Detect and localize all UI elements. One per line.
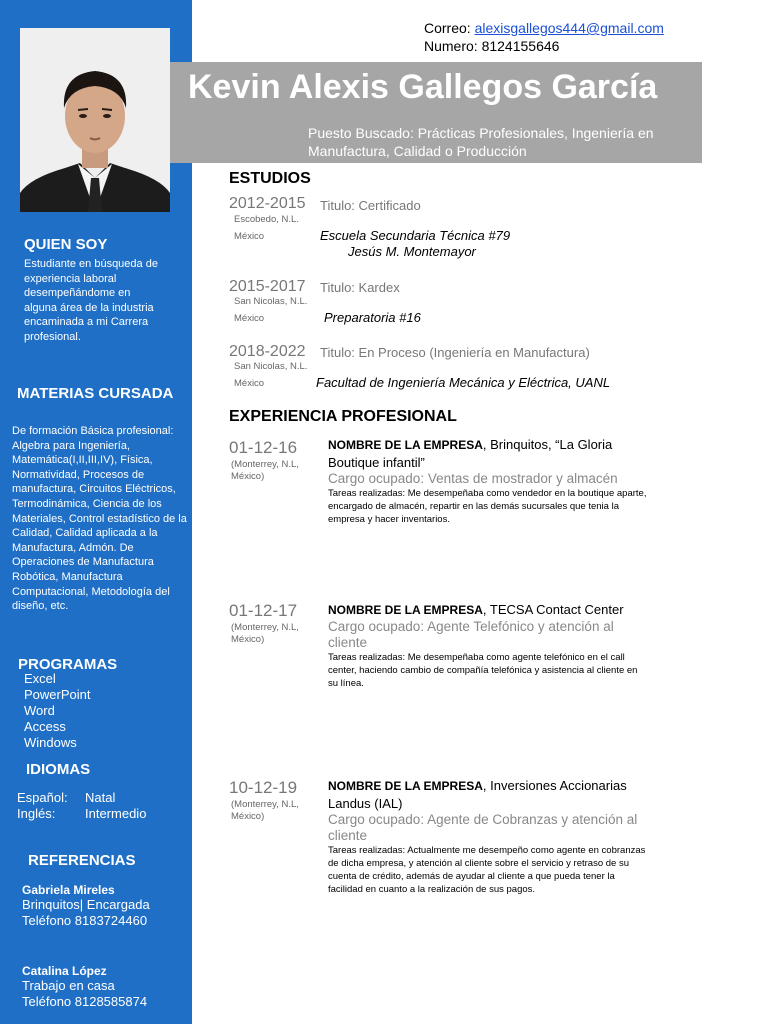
- estudio-loc: San Nicolas, N.L.: [234, 361, 308, 372]
- estudio-country: México: [234, 378, 265, 389]
- estudio-school: Escuela Secundaria Técnica #79: [320, 228, 511, 243]
- experiencia-cargo: Cargo ocupado: Ventas de mostrador y almacén: [328, 471, 618, 486]
- programa-item: Access: [24, 719, 66, 734]
- estudio-titulo: Titulo: Kardex: [320, 280, 400, 295]
- email-line: [424, 20, 664, 36]
- referencia-phone: Teléfono 8128585874: [22, 994, 148, 1009]
- experiencia-date: 10-12-19: [229, 778, 298, 797]
- referencias-heading: REFERENCIAS: [28, 852, 136, 869]
- idioma-row: [17, 790, 187, 806]
- experiencia-cargo: Cargo ocupado: Agente Telefónico y atención al cliente: [328, 619, 614, 650]
- estudio-school: Facultad de Ingeniería Mecánica y Eléctrica, UANL: [316, 375, 611, 390]
- estudio-titulo: Titulo: Certificado: [320, 198, 421, 213]
- estudio-years: 2015-2017: [229, 278, 306, 295]
- experiencia-loc: (Monterrey, N.L, México): [231, 622, 299, 645]
- experiencia-date: 01-12-16: [229, 438, 298, 457]
- company-label: NOMBRE DE LA EMPRESA: [328, 438, 483, 452]
- puesto-buscado: Puesto Buscado: Prácticas Profesionales, Ingeniería en Manufactura, Calidad o Producción: [308, 125, 654, 159]
- idiomas-heading: IDIOMAS: [26, 761, 91, 778]
- experiencia-company: [328, 436, 650, 471]
- quien-soy-heading: QUIEN SOY: [24, 236, 108, 253]
- referencia-2: [22, 964, 147, 1010]
- company-label: NOMBRE DE LA EMPRESA: [328, 779, 483, 793]
- experiencia-body: [328, 601, 650, 690]
- materias-text: De formación Básica profesional: Algebra para Ingeniería, Matemática(I,II,III,IV), Física, Normatividad, Procesos de manufactura, Circuitos Eléctricos, Termodinámica, Ciencia de los Materiales, Control estadístico de la Calidad, Calidad aplicada a la Manufactura, Admón. De Operaciones de Manufactura Robótica, Manufactura Computacional, Metodología del diseño, etc.: [12, 425, 187, 613]
- experiencia-tareas: Tareas realizadas: Actualmente me desempeño como agente en cobranzas de dicha empresa, y atención al cliente sobre el servicio y retraso de su cuenta de crédito, además de ayudar al cliente a que pueda tener la facilidad en cuanto a la realización de sus pagos.: [328, 845, 646, 895]
- quien-soy-text: Estudiante en búsqueda de experiencia laboral desempeñándome en alguna área de la industria encaminada a mi Carrera profesional.: [24, 258, 158, 343]
- person-photo-icon: [20, 28, 170, 212]
- referencia-company: Trabajo en casa: [22, 978, 115, 993]
- estudio-loc: Escobedo, N.L.: [234, 214, 299, 225]
- experiencia-company: [328, 601, 650, 619]
- experiencia-date: 01-12-17: [229, 601, 298, 620]
- estudios-heading: ESTUDIOS: [229, 170, 311, 187]
- programa-item: Excel: [24, 671, 56, 686]
- referencia-name: Catalina López: [22, 964, 107, 978]
- programas-heading: PROGRAMAS: [18, 656, 118, 673]
- experiencia-body: [328, 777, 650, 896]
- estudio-titulo: Titulo: En Proceso (Ingeniería en Manufactura): [320, 345, 590, 360]
- programa-item: Windows: [24, 735, 77, 750]
- experiencia-loc: (Monterrey, N.L, México): [231, 459, 299, 482]
- experiencia-body: [328, 436, 650, 526]
- materias-heading: MATERIAS CURSADA: [17, 385, 174, 402]
- experiencia-tareas: Tareas realizadas: Me desempeñaba como vendedor en la boutique aparte, encargado de almacén, repartir en las demás sucursales que tenia la empresa y hacer inventarios.: [328, 488, 647, 525]
- idioma-lang: Español:: [17, 790, 68, 805]
- estudio-loc: San Nicolas, N.L.: [234, 296, 308, 307]
- phone-line: [424, 38, 559, 54]
- phone-number: 8124155646: [481, 38, 560, 54]
- programa-item: Word: [24, 703, 55, 718]
- idioma-level: Natal: [85, 790, 116, 805]
- phone-label: Numero:: [424, 38, 478, 54]
- experiencia-heading: EXPERIENCIA PROFESIONAL: [229, 408, 457, 425]
- full-name: Kevin Alexis Gallegos García: [188, 68, 658, 106]
- experiencia-loc: (Monterrey, N.L, México): [231, 799, 299, 822]
- programa-item: PowerPoint: [24, 687, 91, 702]
- idioma-lang: Inglés:: [17, 806, 56, 821]
- idiomas-list: [17, 790, 187, 822]
- estudio-country: México: [234, 231, 265, 242]
- experiencia-company: [328, 777, 650, 812]
- estudio-school: Preparatoria #16: [324, 310, 421, 325]
- programas-list: [24, 671, 90, 751]
- company-name: , Inversiones Accionarias Landus (IAL): [328, 778, 627, 811]
- sidebar: [0, 0, 192, 1024]
- company-name: , TECSA Contact Center: [482, 602, 624, 617]
- experiencia-cargo: Cargo ocupado: Agente de Cobranzas y atención al cliente: [328, 812, 638, 843]
- company-label: NOMBRE DE LA EMPRESA: [328, 603, 483, 617]
- profile-photo: [20, 28, 170, 212]
- referencia-name: Gabriela Mireles: [22, 883, 115, 897]
- experiencia-tareas: Tareas realizadas: Me desempeñaba como agente telefónico en el call center, haciendo cambio de compañía telefónica y asistencia al cliente en su línea.: [328, 652, 638, 689]
- email-label: Correo:: [424, 20, 471, 36]
- referencia-company: Brinquitos| Encargada: [22, 897, 150, 912]
- email-link[interactable]: alexisgallegos444@gmail.com: [474, 20, 664, 36]
- referencia-1: [22, 883, 150, 929]
- estudio-school-2: Jesús M. Montemayor: [348, 244, 476, 259]
- idioma-level: Intermedio: [85, 806, 147, 821]
- company-name: , Brinquitos, “La Gloria Boutique infantil”: [328, 437, 613, 470]
- estudio-country: México: [234, 313, 265, 324]
- referencia-phone: Teléfono 8183724460: [22, 913, 148, 928]
- estudio-years: 2018-2022: [229, 343, 306, 360]
- estudio-years: 2012-2015: [229, 195, 306, 212]
- idioma-row: [17, 806, 187, 822]
